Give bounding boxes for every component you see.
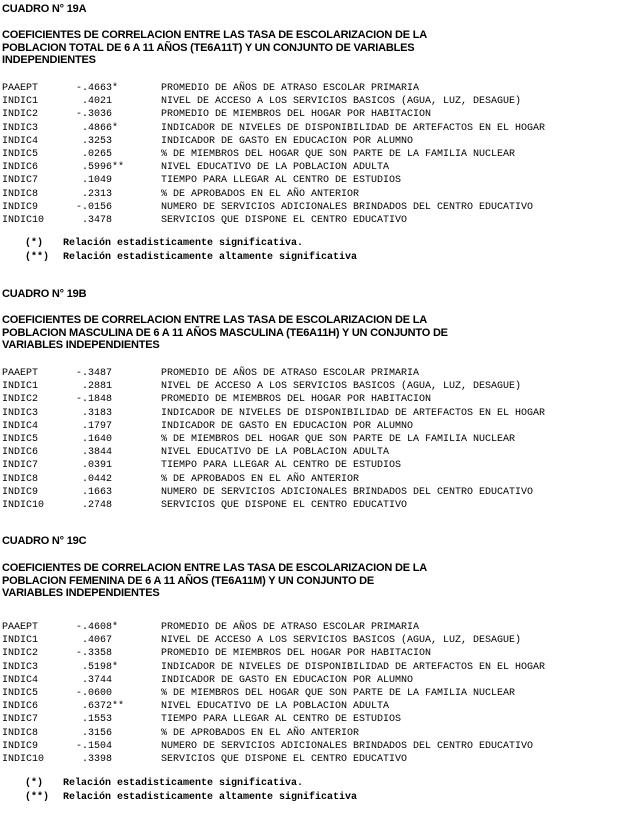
correlation-value: -.4608 — [75, 622, 112, 633]
heading-line: COEFICIENTES DE CORRELACION ENTRE LAS TASA DE ESCOLARIZACION DE LA — [2, 562, 427, 574]
variable-code: PAAEPT — [2, 622, 39, 633]
correlation-value: .1553 — [81, 714, 112, 726]
variable-description: NIVEL DE ACCESO A LOS SERVICIOS BASICOS (AGUA, LUZ, DESAGUE) — [161, 635, 522, 647]
variable-description: TIEMPO PARA LLEGAR AL CENTRO DE ESTUDIOS — [161, 714, 402, 726]
correlation-value: .3744 — [81, 674, 112, 686]
variable-description: PROMEDIO DE AÑOS DE ATRASO ESCOLAR PRIMARIA — [161, 622, 420, 633]
variable-description: NUMERO DE SERVICIOS ADICIONALES BRINDADOS DEL CENTRO EDUCATIVO — [161, 201, 534, 213]
variable-code: INDIC7 — [2, 175, 39, 187]
variable-code: INDIC5 — [2, 433, 39, 445]
correlation-value: .1663 — [81, 486, 112, 498]
variable-code: INDIC9 — [2, 486, 39, 498]
significance-mark: * — [112, 661, 119, 673]
cuadro-19c-title: CUADRO N° 19C — [2, 535, 87, 547]
correlation-value: -.1848 — [75, 394, 112, 406]
correlation-value: .5996 — [81, 162, 112, 174]
variable-code: INDIC2 — [2, 394, 39, 406]
correlation-value: .3398 — [81, 753, 112, 765]
variable-description: SERVICIOS QUE DISPONE EL CENTRO EDUCATIVO — [161, 499, 408, 511]
variable-description: % DE APROBADOS EN EL AÑO ANTERIOR — [161, 473, 360, 485]
variable-code: INDIC3 — [2, 407, 39, 419]
variable-description: % DE APROBADOS EN EL AÑO ANTERIOR — [161, 188, 360, 200]
variable-description: INDICADOR DE GASTO EN EDUCACION POR ALUMNO — [161, 674, 414, 686]
variable-description: NIVEL EDUCATIVO DE LA POBLACION ADULTA — [161, 447, 390, 459]
variable-code: INDIC4 — [2, 674, 39, 686]
variable-description: SERVICIOS QUE DISPONE EL CENTRO EDUCATIVO — [161, 753, 408, 765]
correlation-value: -.0600 — [75, 687, 112, 699]
variable-description: NIVEL DE ACCESO A LOS SERVICIOS BASICOS (AGUA, LUZ, DESAGUE) — [161, 381, 522, 393]
heading-line: POBLACION FEMENINA DE 6 A 11 AÑOS (TE6A11M) Y UN CONJUNTO DE — [2, 574, 375, 587]
variable-code: INDIC6 — [2, 162, 39, 174]
footnote-text: Relación estadisticamente altamente significativa — [63, 251, 358, 263]
variable-description: PROMEDIO DE AÑOS DE ATRASO ESCOLAR PRIMARIA — [161, 83, 420, 94]
variable-code: PAAEPT — [2, 368, 39, 379]
heading-line: POBLACION TOTAL DE 6 A 11 AÑOS (TE6A11T) Y UN CONJUNTO DE VARIABLES — [2, 41, 415, 54]
significance-mark: * — [112, 83, 119, 94]
correlation-value: .3156 — [81, 727, 112, 739]
heading-line: COEFICIENTES DE CORRELACION ENTRE LAS TASA DE ESCOLARIZACION DE LA — [2, 314, 427, 326]
significance-mark: * — [112, 622, 119, 633]
correlation-value: .4866 — [81, 122, 112, 134]
heading-line: COEFICIENTES DE CORRELACION ENTRE LAS TASA DE ESCOLARIZACION DE LA — [2, 29, 427, 41]
variable-description: TIEMPO PARA LLEGAR AL CENTRO DE ESTUDIOS — [161, 175, 402, 187]
correlation-value: .2313 — [81, 188, 112, 200]
variable-description: SERVICIOS QUE DISPONE EL CENTRO EDUCATIVO — [161, 214, 408, 226]
correlation-value: .2748 — [81, 499, 112, 511]
footnote-mark: (*) — [25, 778, 44, 789]
variable-description: INDICADOR DE NIVELES DE DISPONIBILIDAD DE ARTEFACTOS EN EL HOGAR — [161, 407, 546, 419]
correlation-value: -.0156 — [75, 201, 112, 213]
variable-code: INDIC5 — [2, 148, 39, 160]
correlation-value: -.3358 — [75, 648, 112, 660]
variable-code: INDIC4 — [2, 420, 39, 432]
cuadro-19c-heading — [2, 562, 602, 600]
variable-description: NUMERO DE SERVICIOS ADICIONALES BRINDADOS DEL CENTRO EDUCATIVO — [161, 486, 534, 498]
footnote-mark: (*) — [25, 238, 44, 249]
variable-code: INDIC4 — [2, 135, 39, 147]
variable-code: INDIC3 — [2, 661, 39, 673]
variable-code: PAAEPT — [2, 83, 39, 94]
variable-description: INDICADOR DE GASTO EN EDUCACION POR ALUMNO — [161, 135, 414, 147]
variable-code: INDIC5 — [2, 687, 39, 699]
variable-code: INDIC8 — [2, 727, 39, 739]
variable-description: PROMEDIO DE MIEMBROS DEL HOGAR POR HABITACION — [161, 648, 432, 660]
variable-code: INDIC10 — [2, 214, 45, 226]
variable-description: NIVEL EDUCATIVO DE LA POBLACION ADULTA — [161, 701, 390, 713]
variable-code: INDIC3 — [2, 122, 39, 134]
correlation-value: -.3036 — [75, 109, 112, 121]
significance-mark: ** — [112, 701, 125, 713]
heading-line: VARIABLES INDEPENDIENTES — [2, 339, 160, 352]
correlation-value: .1797 — [81, 420, 112, 432]
correlation-value: .4021 — [81, 96, 112, 108]
cuadro-19b-heading — [2, 314, 602, 352]
variable-code: INDIC10 — [2, 499, 45, 511]
correlation-value: .5198 — [81, 661, 112, 673]
variable-description: % DE MIEMBROS DEL HOGAR QUE SON PARTE DE LA FAMILIA NUCLEAR — [161, 148, 516, 160]
variable-description: PROMEDIO DE MIEMBROS DEL HOGAR POR HABITACION — [161, 109, 432, 121]
variable-description: NIVEL EDUCATIVO DE LA POBLACION ADULTA — [161, 162, 390, 174]
variable-description: TIEMPO PARA LLEGAR AL CENTRO DE ESTUDIOS — [161, 460, 402, 472]
heading-line: INDEPENDIENTES — [2, 54, 96, 67]
variable-code: INDIC1 — [2, 96, 39, 108]
correlation-value: .3183 — [81, 407, 112, 419]
footnote-mark: (**) — [25, 791, 50, 803]
footnote-mark: (**) — [25, 251, 50, 263]
footnote-text: Relación estadisticamente altamente significativa — [63, 791, 358, 803]
cuadro-19a-heading — [2, 29, 602, 67]
variable-code: INDIC9 — [2, 740, 39, 752]
correlation-value: .0442 — [81, 473, 112, 485]
correlation-value: -.4663 — [75, 83, 112, 94]
correlation-value: -.1504 — [75, 740, 112, 752]
correlation-value: .1640 — [81, 433, 112, 445]
heading-line: VARIABLES INDEPENDIENTES — [2, 587, 160, 600]
variable-code: INDIC6 — [2, 701, 39, 713]
variable-code: INDIC10 — [2, 753, 45, 765]
variable-description: % DE MIEMBROS DEL HOGAR QUE SON PARTE DE LA FAMILIA NUCLEAR — [161, 687, 516, 699]
footnote-text: Relación estadisticamente significativa. — [63, 778, 304, 789]
significance-mark: * — [112, 122, 119, 134]
variable-description: INDICADOR DE GASTO EN EDUCACION POR ALUMNO — [161, 420, 414, 432]
correlation-value: .1049 — [81, 175, 112, 187]
variable-description: NIVEL DE ACCESO A LOS SERVICIOS BASICOS (AGUA, LUZ, DESAGUE) — [161, 96, 522, 108]
footnote-text: Relación estadisticamente significativa. — [63, 238, 304, 249]
correlation-value: .6372 — [81, 701, 112, 713]
variable-code: INDIC7 — [2, 714, 39, 726]
cuadro-19b-title: CUADRO N° 19B — [2, 288, 87, 300]
variable-code: INDIC2 — [2, 109, 39, 121]
significance-mark: ** — [112, 162, 125, 174]
variable-description: INDICADOR DE NIVELES DE DISPONIBILIDAD DE ARTEFACTOS EN EL HOGAR — [161, 661, 546, 673]
correlation-value: -.3487 — [75, 368, 112, 379]
variable-description: NUMERO DE SERVICIOS ADICIONALES BRINDADOS DEL CENTRO EDUCATIVO — [161, 740, 534, 752]
variable-description: PROMEDIO DE MIEMBROS DEL HOGAR POR HABITACION — [161, 394, 432, 406]
variable-description: % DE APROBADOS EN EL AÑO ANTERIOR — [161, 727, 360, 739]
variable-description: % DE MIEMBROS DEL HOGAR QUE SON PARTE DE LA FAMILIA NUCLEAR — [161, 433, 516, 445]
variable-code: INDIC6 — [2, 447, 39, 459]
variable-description: PROMEDIO DE AÑOS DE ATRASO ESCOLAR PRIMARIA — [161, 368, 420, 379]
correlation-value: .0265 — [81, 148, 112, 160]
variable-code: INDIC1 — [2, 381, 39, 393]
variable-code: INDIC1 — [2, 635, 39, 647]
variable-code: INDIC9 — [2, 201, 39, 213]
correlation-value: .0391 — [81, 460, 112, 472]
variable-code: INDIC7 — [2, 460, 39, 472]
variable-description: INDICADOR DE NIVELES DE DISPONIBILIDAD DE ARTEFACTOS EN EL HOGAR — [161, 122, 546, 134]
correlation-value: .2881 — [81, 381, 112, 393]
correlation-value: .3844 — [81, 447, 112, 459]
correlation-value: .4067 — [81, 635, 112, 647]
heading-line: POBLACION MASCULINA DE 6 A 11 AÑOS MASCULINA (TE6A11H) Y UN CONJUNTO DE — [2, 326, 448, 339]
correlation-value: .3253 — [81, 135, 112, 147]
variable-code: INDIC8 — [2, 473, 39, 485]
correlation-value: .3478 — [81, 214, 112, 226]
variable-code: INDIC8 — [2, 188, 39, 200]
variable-code: INDIC2 — [2, 648, 39, 660]
cuadro-19a-title: CUADRO N° 19A — [2, 3, 87, 15]
